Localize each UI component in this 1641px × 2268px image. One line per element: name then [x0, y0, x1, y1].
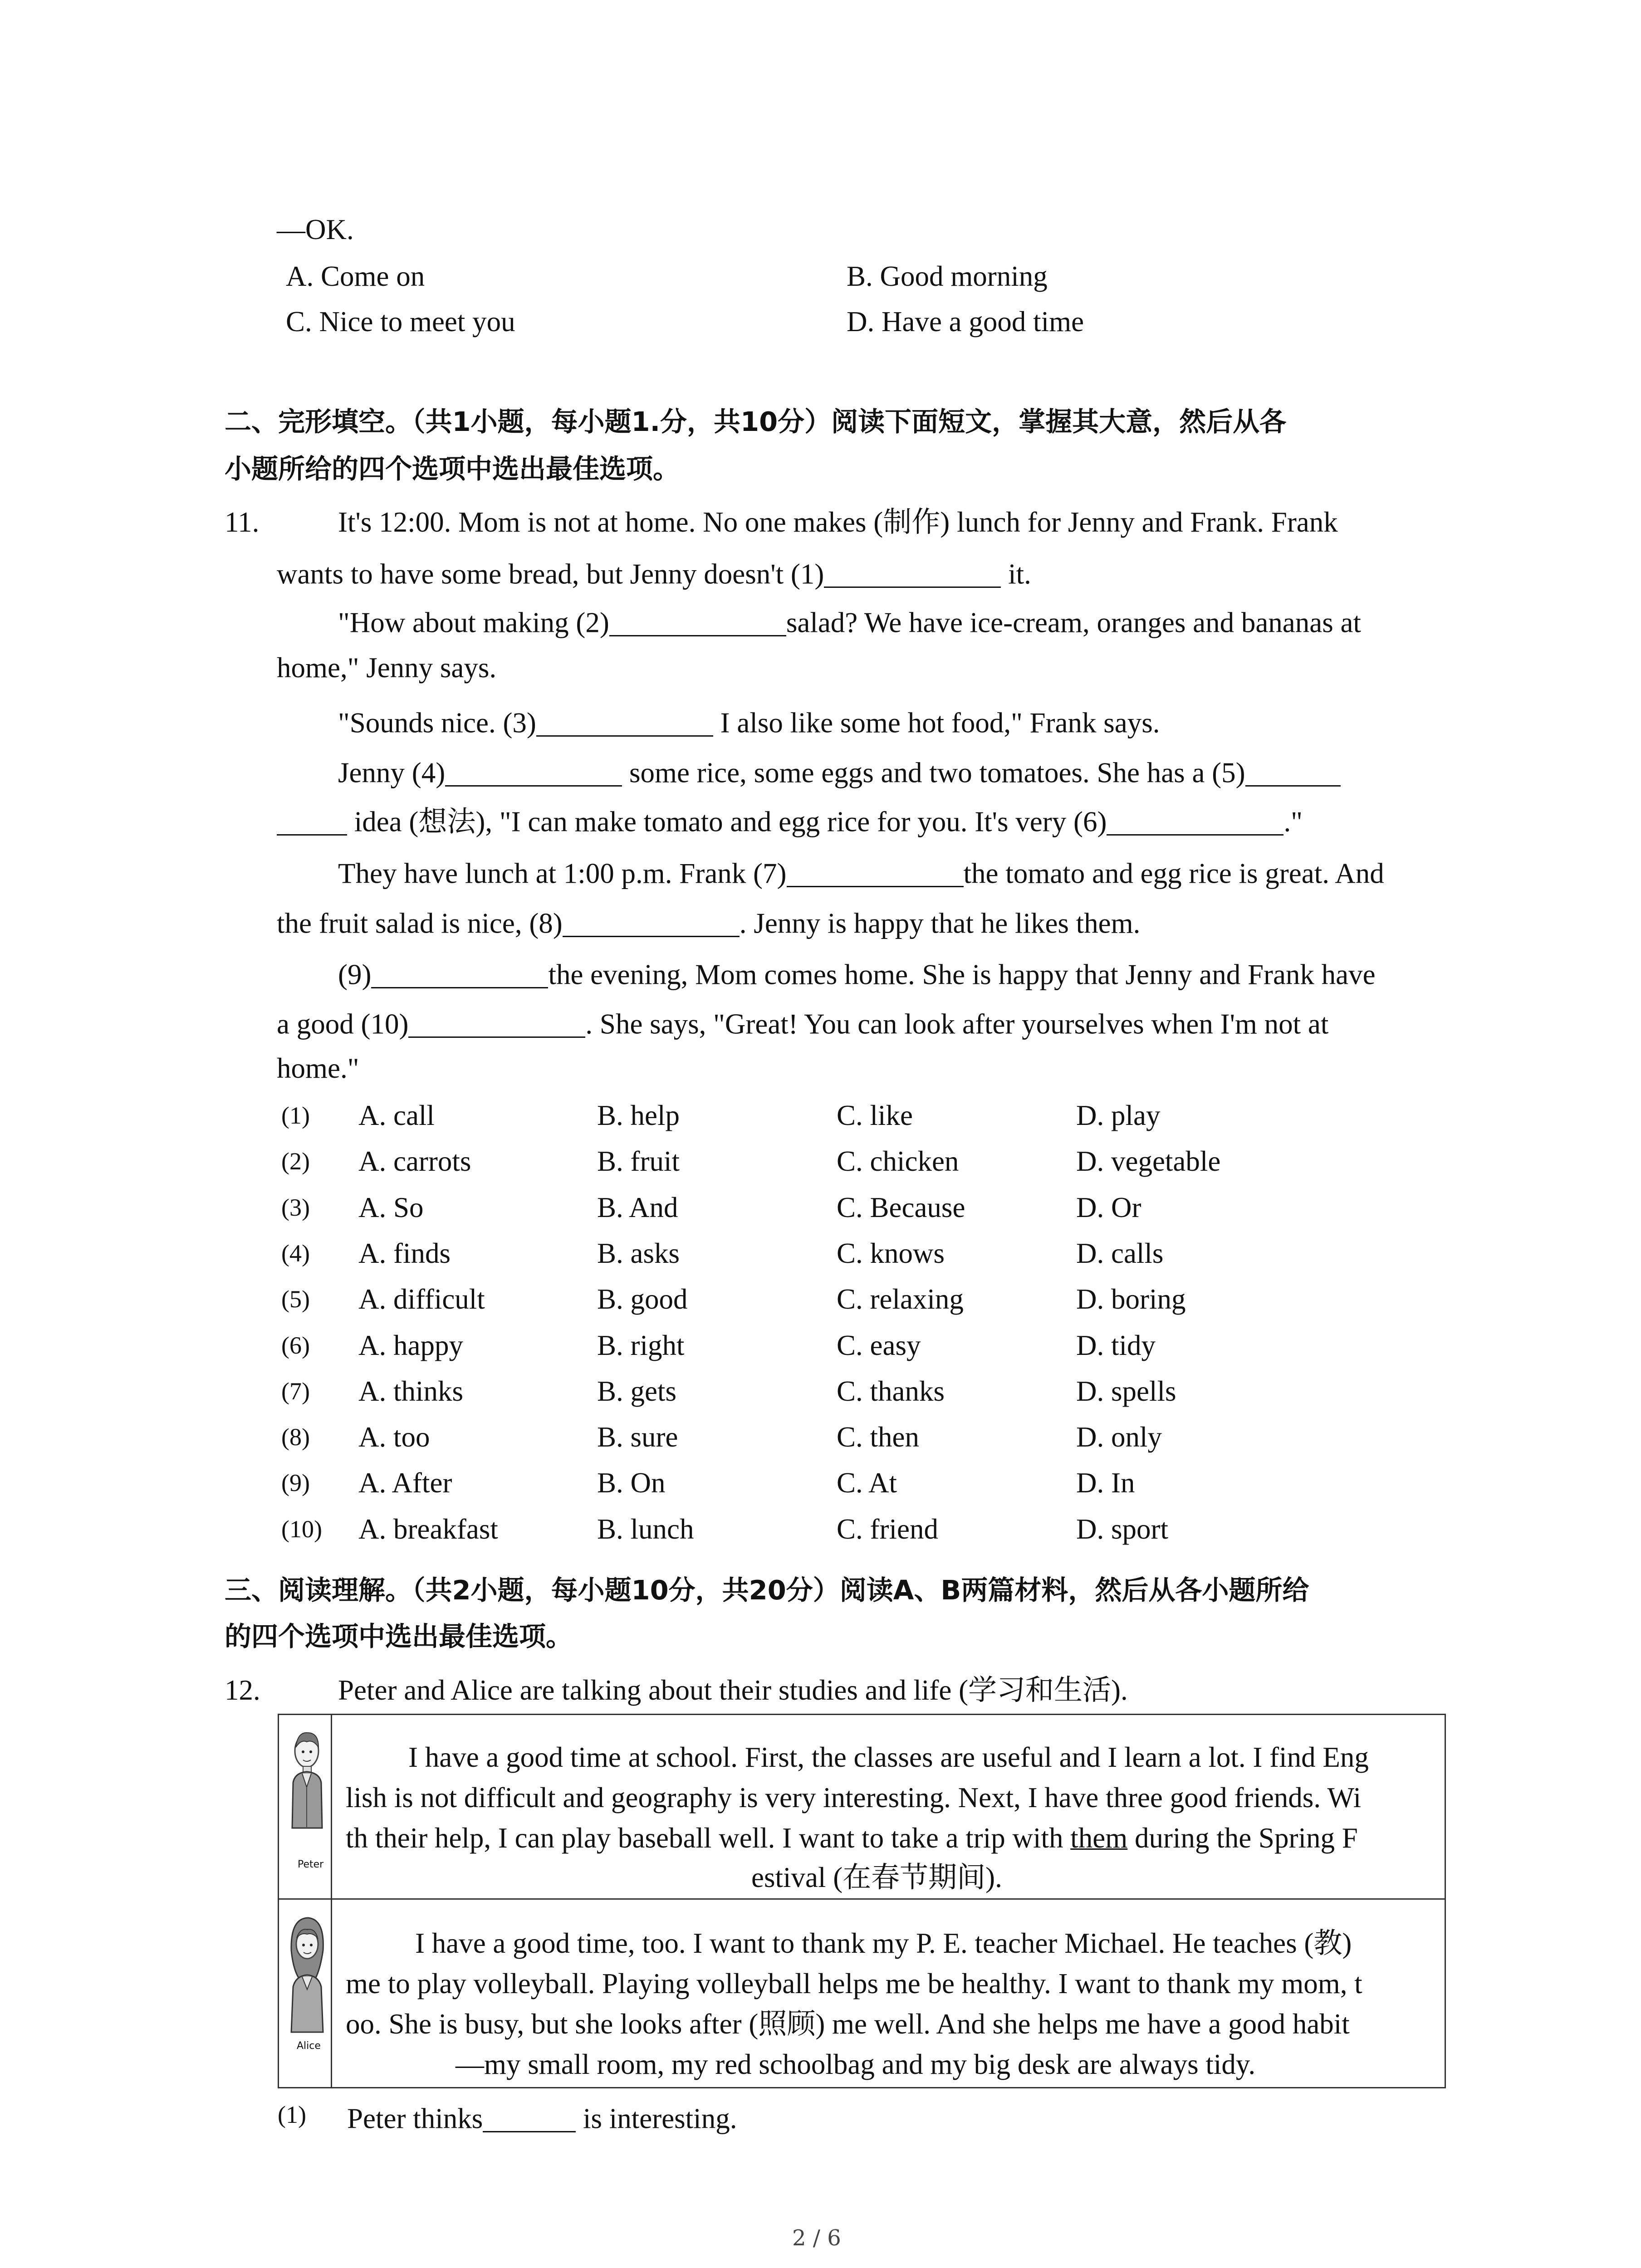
- table-col-divider: [331, 1714, 332, 2088]
- peter-portrait: [289, 1724, 325, 1873]
- option-a: A. difficult: [358, 1283, 485, 1315]
- passage-line: a good (10) . She says, "Great! You can look after yourselves when I'm not at: [277, 1008, 1329, 1040]
- passage-line: Jenny (4) some rice, some eggs and two tomatoes. She has a (5): [338, 757, 1341, 787]
- blank-4: [445, 757, 622, 787]
- peter-text-line: I have a good time at school. First, the classes are useful and I learn a lot. I find Eng: [408, 1741, 1369, 1773]
- alice-label: Alice: [297, 2040, 321, 2052]
- peter-text-line: th their help, I can play baseball well. I want to take a trip with them during the Spring F: [346, 1822, 1358, 1854]
- option-a: A. carrots: [358, 1145, 471, 1177]
- blank-10: [408, 1008, 585, 1038]
- alice-text-line: I have a good time, too. I want to thank my P. E. teacher Michael. He teaches (教): [415, 1927, 1352, 1959]
- section3-heading-line2: 的四个选项中选出最佳选项。: [225, 1621, 573, 1652]
- passage-line: home," Jenny says.: [277, 652, 497, 684]
- option-c: C. like: [837, 1100, 913, 1131]
- option-b: B. good: [597, 1283, 688, 1315]
- option-c: C. easy: [837, 1330, 921, 1361]
- blank-8: [563, 907, 740, 937]
- passage-line: It's 12:00. Mom is not at home. No one makes (制作) lunch for Jenny and Frank. Frank: [338, 506, 1338, 538]
- passage-line: wants to have some bread, but Jenny doesn't (1) it.: [277, 558, 1031, 590]
- section2-heading-line2: 小题所给的四个选项中选出最佳选项。: [225, 453, 680, 484]
- blank-6: [1107, 806, 1283, 836]
- blank-9: [371, 958, 548, 988]
- option-d: D. calls: [1076, 1237, 1164, 1269]
- option-c: C. then: [837, 1421, 919, 1453]
- passage-line: (9) the evening, Mom comes home. She is happy that Jenny and Frank have: [338, 958, 1376, 991]
- blank-7: [787, 857, 964, 887]
- option-row-number: (6): [281, 1332, 310, 1359]
- option-b: B. right: [597, 1330, 685, 1361]
- option-d: D. only: [1076, 1421, 1162, 1453]
- option-c: C. Because: [837, 1192, 965, 1223]
- underlined-them: them: [1070, 1822, 1128, 1854]
- blank-5-part1: [1245, 757, 1341, 787]
- table-row-divider: [278, 1898, 1446, 1900]
- option-a: A. happy: [358, 1330, 463, 1361]
- sub-question-text: Peter thinks is interesting.: [347, 2102, 737, 2135]
- answer-line: —OK.: [277, 214, 354, 245]
- question-number-12: 12.: [225, 1674, 260, 1706]
- option-c: C. relaxing: [837, 1283, 964, 1315]
- passage-line: "Sounds nice. (3) I also like some hot food," Frank says.: [338, 707, 1160, 739]
- reading-intro: Peter and Alice are talking about their studies and life (学习和生活).: [338, 1674, 1128, 1706]
- peter-text-line: estival (在春节期间).: [751, 1862, 1002, 1893]
- section2-heading-line1: 二、完形填空。（共1小题，每小题1.分，共10分）阅读下面短文，掌握其大意，然后从各: [225, 406, 1287, 437]
- alice-text-line: —my small room, my red schoolbag and my big desk are always tidy.: [456, 2048, 1256, 2080]
- option-c: C. thanks: [837, 1375, 945, 1407]
- blank-5-part2: [277, 806, 347, 836]
- option-d: D. sport: [1076, 1513, 1168, 1545]
- option-d: D. In: [1076, 1467, 1135, 1499]
- peter-label: Peter: [298, 1859, 324, 1870]
- option-a: A. thinks: [358, 1375, 464, 1407]
- option-row-number: (9): [281, 1469, 310, 1496]
- option-b: B. Good morning: [847, 260, 1048, 292]
- peter-text-line: lish is not difficult and geography is very interesting. Next, I have three good friends. Wi: [346, 1782, 1362, 1813]
- option-b: B. sure: [597, 1421, 678, 1453]
- option-row-number: (7): [281, 1378, 310, 1405]
- option-d: D. Or: [1076, 1192, 1141, 1223]
- option-d: D. play: [1076, 1100, 1161, 1131]
- option-a: A. breakfast: [358, 1513, 498, 1545]
- blank-answer: [483, 2102, 576, 2132]
- option-row-number: (10): [281, 1515, 322, 1543]
- option-b: B. gets: [597, 1375, 677, 1407]
- option-c: C. chicken: [837, 1145, 959, 1177]
- page-number: 2 / 6: [792, 2225, 841, 2251]
- alice-text-line: me to play volleyball. Playing volleyball helps me be healthy. I want to thank my mom, t: [346, 1968, 1362, 1999]
- alice-text-line: oo. She is busy, but she looks after (照顾) me well. And she helps me have a good habit: [346, 2008, 1350, 2040]
- question-number-11: 11.: [225, 506, 260, 538]
- option-c: C. Nice to meet you: [286, 306, 515, 337]
- option-row-number: (2): [281, 1148, 310, 1175]
- option-b: B. lunch: [597, 1513, 694, 1545]
- option-row-number: (8): [281, 1423, 310, 1451]
- option-d: D. vegetable: [1076, 1145, 1221, 1177]
- blank-2: [609, 606, 786, 636]
- option-a: A. too: [358, 1421, 430, 1453]
- passage-line: idea (想法), "I can make tomato and egg rice for you. It's very (6) .": [277, 806, 1303, 836]
- option-c: C. At: [837, 1467, 897, 1499]
- option-a: A. Come on: [286, 260, 425, 292]
- blank-1: [824, 558, 1001, 588]
- option-a: A. After: [358, 1467, 452, 1499]
- option-b: B. On: [597, 1467, 666, 1499]
- option-c: C. friend: [837, 1513, 938, 1545]
- option-d: D. boring: [1076, 1283, 1186, 1315]
- option-a: A. call: [358, 1100, 435, 1131]
- passage-line: They have lunch at 1:00 p.m. Frank (7) the tomato and egg rice is great. And: [338, 857, 1384, 890]
- option-row-number: (3): [281, 1194, 310, 1221]
- blank-3: [536, 707, 713, 737]
- option-d: D. tidy: [1076, 1330, 1156, 1361]
- option-a: A. So: [358, 1192, 424, 1223]
- option-b: B. fruit: [597, 1145, 680, 1177]
- option-c: C. knows: [837, 1237, 945, 1269]
- passage-line: home.": [277, 1052, 359, 1084]
- option-b: B. And: [597, 1192, 678, 1223]
- section3-heading-line1: 三、阅读理解。（共2小题，每小题10分，共20分）阅读A、B两篇材料，然后从各小题所给: [225, 1574, 1309, 1606]
- passage-line: the fruit salad is nice, (8) . Jenny is happy that he likes them.: [277, 907, 1141, 939]
- option-d: D. spells: [1076, 1375, 1176, 1407]
- option-b: B. asks: [597, 1237, 680, 1269]
- passage-line: "How about making (2) salad? We have ice-cream, oranges and bananas at: [338, 606, 1361, 639]
- sub-question-number: (1): [278, 2101, 306, 2128]
- option-row-number: (1): [281, 1102, 310, 1129]
- option-b: B. help: [597, 1100, 680, 1131]
- option-d: D. Have a good time: [847, 306, 1084, 337]
- option-row-number: (5): [281, 1286, 310, 1313]
- option-row-number: (4): [281, 1240, 310, 1267]
- option-a: A. finds: [358, 1237, 451, 1269]
